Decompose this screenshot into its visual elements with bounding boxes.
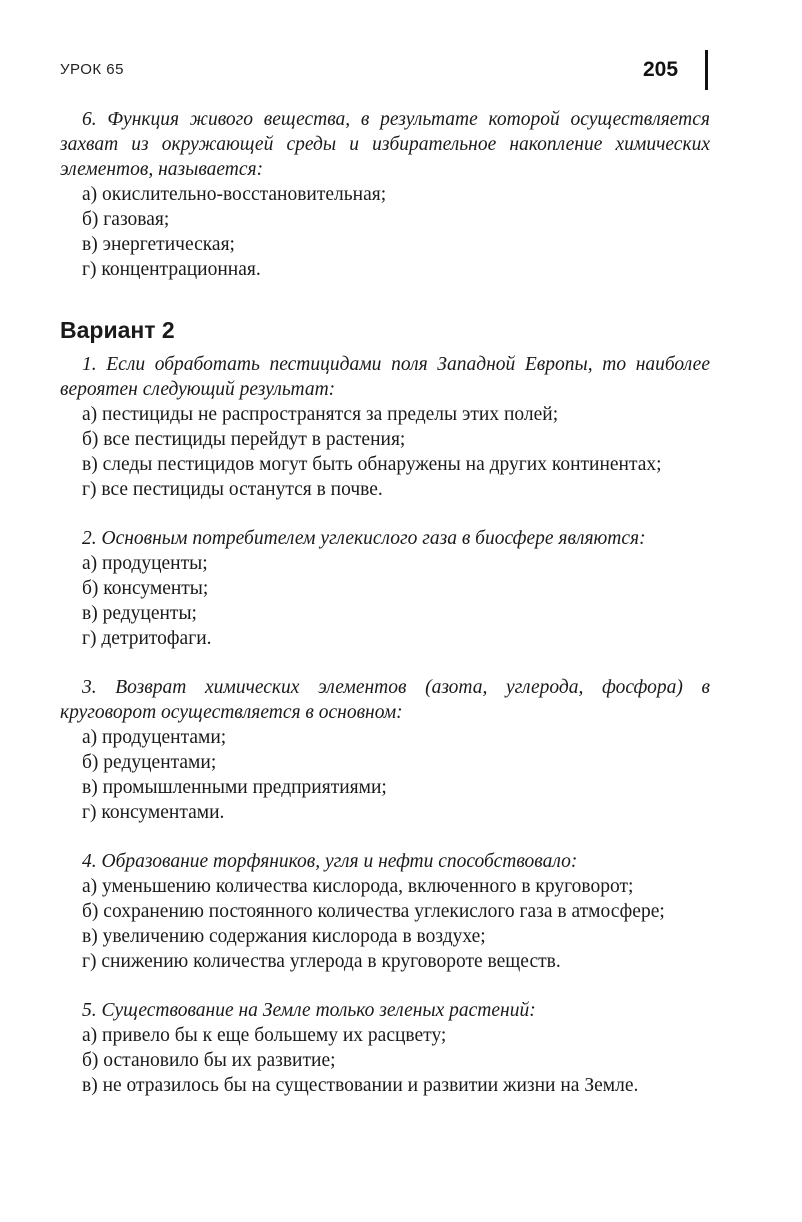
question-6 [60, 107, 710, 282]
answer-option: а) привело бы к еще большему их расцвету; [82, 1025, 447, 1046]
answer-option: в) энергетическая; [82, 234, 235, 255]
header-divider [705, 50, 708, 90]
variant-heading: Вариант 2 [60, 317, 175, 343]
question-text: 6. Функция живого вещества, в результате которой осуществляется захват из окружающей среды и избирательное накопление химических элементов, называется: [60, 109, 710, 180]
answer-option: в) следы пестицидов могут быть обнаружены на других континентах; [82, 454, 662, 475]
running-header-lesson: УРОК 65 [60, 61, 124, 78]
answer-option: а) продуценты; [82, 553, 208, 574]
answer-option: б) газовая; [82, 209, 170, 230]
answer-option: б) все пестициды перейдут в растения; [82, 429, 406, 450]
question-1 [60, 352, 710, 502]
answer-option: г) все пестициды останутся в почве. [82, 479, 383, 500]
question-text: 1. Если обработать пестицидами поля Западной Европы, то наиболее вероятен следующий результат: [60, 354, 710, 400]
answer-option: в) редуценты; [82, 603, 197, 624]
answer-option: в) не отразилось бы на существовании и развитии жизни на Земле. [82, 1075, 639, 1096]
question-text: 5. Существование на Земле только зеленых растений: [82, 1000, 536, 1021]
answer-option: а) пестициды не распространятся за пределы этих полей; [82, 404, 559, 425]
question-text: 3. Возврат химических элементов (азота, углерода, фосфора) в круговорот осуществляется в основном: [60, 677, 710, 723]
question-text: 2. Основным потребителем углекислого газа в биосфере являются: [82, 528, 646, 549]
answer-option: а) уменьшению количества кислорода, включенного в круговорот; [82, 876, 634, 897]
answer-option: а) продуцентами; [82, 727, 227, 748]
answer-option: в) промышленными предприятиями; [82, 777, 387, 798]
question-2 [60, 526, 710, 651]
answer-option: а) окислительно-восстановительная; [82, 184, 387, 205]
answer-option: г) концентрационная. [82, 259, 261, 280]
question-text: 4. Образование торфяников, угля и нефти способствовало: [82, 851, 578, 872]
answer-option: б) редуцентами; [82, 752, 217, 773]
answer-option: б) сохранению постоянного количества углекислого газа в атмосфере; [82, 901, 665, 922]
page-number: 205 [643, 58, 679, 81]
question-5 [60, 998, 710, 1098]
answer-option: г) снижению количества углерода в круговороте веществ. [82, 951, 561, 972]
page-body [60, 107, 710, 1098]
answer-option: б) консументы; [82, 578, 209, 599]
answer-option: г) детритофаги. [82, 628, 212, 649]
answer-option: в) увеличению содержания кислорода в воздухе; [82, 926, 486, 947]
answer-option: б) остановило бы их развитие; [82, 1050, 336, 1071]
answer-option: г) консументами. [82, 802, 225, 823]
question-4 [60, 849, 710, 974]
question-3 [60, 675, 710, 825]
